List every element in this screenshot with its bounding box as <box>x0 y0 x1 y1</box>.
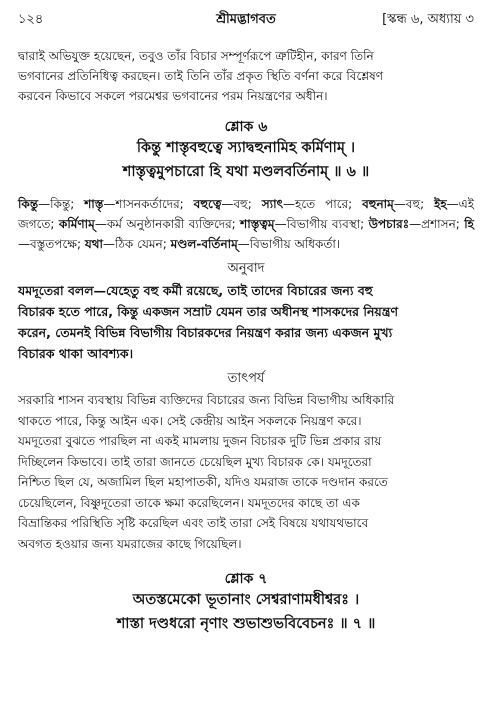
page-header <box>18 10 474 32</box>
synonym-meaning: বিভাগীয় অধিকর্তা। <box>249 237 341 251</box>
synonym-meaning: বিভাগীয় ব্যবস্থা; <box>286 217 369 231</box>
synonym-meaning: শাসনকর্তাদের; <box>115 197 194 211</box>
text-line: করেন, তেমনই বিভিন্ন বিভাগীয় বিচারকদের নিয়ন্ত্রণ করার জন্য একজন মুখ্য <box>18 325 393 340</box>
chapter-reference: [স্কন্ধ ৬, অধ্যায় ৩ <box>382 12 474 27</box>
synonym-entry: বহুত্বে—বহু; <box>193 197 262 211</box>
synonym-entry: শাস্তৃ—শাসনকর্তাদের; <box>84 197 194 211</box>
text-line: দিচ্ছিলেন কিভাবে। তাই তারা জানতে চেয়েছিল মুখ্য বিচারক কে। যমদূতেরা <box>18 454 372 469</box>
text-line: সরকারি শাসন ব্যবস্থায় বিভিন্ন ব্যক্তিদের বিচারের জন্য বিভিন্ন বিভাগীয় অধিকারি <box>18 393 395 407</box>
intro-paragraph <box>18 46 474 106</box>
synonyms-block <box>18 194 474 254</box>
synonym-entry: যথা—ঠিক যেমন; <box>84 237 171 251</box>
verse-line: কিন্তু শাস্তৃবহুত্বে স্যাদ্বহুনামিহ কর্মিণাম্ । <box>136 140 356 156</box>
synonym-word: ইহ <box>434 197 447 211</box>
synonym-word: যথা <box>84 237 104 251</box>
synonym-word: বহুত্বে <box>193 197 222 211</box>
synonym-meaning: এই জগতে; <box>18 197 475 231</box>
synonym-word: শাস্তৃ <box>84 197 104 211</box>
synonym-entry: শাস্তৃত্বম্—বিভাগীয় ব্যবস্থা; <box>240 217 369 231</box>
verse-line: শাস্তা দণ্ডধরো নৃণাং শুভাশুভবিবেচনঃ ॥ ৭ ॥ <box>116 616 376 632</box>
text-line: চেয়েছিলেন, বিষ্ণুদূতেরা তাকে ক্ষমা করেছিলেন। যমদূতদের কাছে তা এক <box>18 495 360 510</box>
synonym-word: শাস্তৃত্বম্ <box>240 217 275 231</box>
text-line: দ্বারাই অভিযুক্ত হয়েছেন, তবুও তাঁর বিচার সম্পূর্ণরূপে ত্রুটিহীন, কারণ তিনি <box>18 49 374 63</box>
synonym-entry: মণ্ডল-বর্তিনাম্—বিভাগীয় অধিকর্তা। <box>170 237 341 251</box>
verse-7-text <box>18 588 474 636</box>
page-number: ১২৪ <box>18 12 44 27</box>
purport-paragraph <box>18 390 474 554</box>
synonym-word: মণ্ডল-বর্তিনাম্ <box>170 237 238 251</box>
text-line: বিচারক হতে পারে, কিন্তু একজন সম্রাট যেমন তার অধীনস্থ শাসকদের নিয়ন্ত্রণ <box>18 304 399 319</box>
synonym-entry: ইহ—এই জগতে; <box>18 197 475 231</box>
text-line: থাকতে পারে, কিন্তু আইন এক। সেই কেন্দ্রীয় আইন সকলকে নিয়ন্ত্রণ করে। <box>18 413 362 428</box>
synonym-entry: কর্মিণাম্—কর্ম অনুষ্ঠানকারী ব্যক্তিদের; <box>58 217 241 231</box>
synonym-entry: হি—বস্তুতপক্ষে; <box>18 217 474 251</box>
synonym-meaning: প্রশাসন; <box>421 217 465 231</box>
synonym-entry: স্যাৎ—হতে পারে; <box>261 197 363 211</box>
text-line: বিভ্রান্তিকর পরিস্থিতি সৃষ্টি করেছিল এবং তাই তারা সেই বিষয়ে যথাযথভাবে <box>18 516 369 530</box>
text-line: করবেন কিভাবে সকলে পরমেশ্বর ভগবানের পরম নিয়ন্ত্রণের অধীন। <box>18 89 328 103</box>
synonym-entry: উপচারঃ—প্রশাসন; <box>368 217 465 231</box>
synonym-meaning: কিন্তু; <box>50 197 85 211</box>
synonym-word: কিন্তু <box>18 197 39 211</box>
verse-6-text <box>18 136 474 184</box>
synonym-word: উপচারঃ <box>368 217 410 231</box>
synonym-meaning: বহু; <box>405 197 435 211</box>
purport-title: তাৎপর্য <box>227 371 265 386</box>
synonym-meaning: বহু; <box>233 197 262 211</box>
book-title: শ্রীমদ্ভাগবত <box>216 12 276 27</box>
verse-7-label: শ্লোক ৭ <box>224 571 268 587</box>
synonym-word: বহুনাম্ <box>362 197 394 211</box>
synonym-entry: কিন্তু—কিন্তু; <box>18 197 85 211</box>
text-line: ভগবানের প্রতিনিধিত্ব করছেন। তাই তিনি তাঁর প্রকৃত স্থিতি বর্ণনা করে বিশ্লেষণ <box>18 69 383 83</box>
synonym-meaning: হতে পারে; <box>295 197 363 211</box>
verse-line: অতস্তমেকো ভূতানাং সেশ্বরাণামধীশ্বরঃ । <box>132 592 360 608</box>
verse-line: শাস্তৃত্বমুপচারো হি যথা মণ্ডলবর্তিনাম্ ॥ ৬ ॥ <box>122 164 370 180</box>
book-page <box>18 10 474 636</box>
text-line: যমদূতেরা বলল—যেহেতু বহু কর্মী রয়েছে, তাই তাদের বিচারের জন্য বহু <box>18 283 373 298</box>
text-line: অবগত হওয়ার জন্য যমরাজের কাছে গিয়েছিল। <box>18 536 242 551</box>
text-line: যমদূতেরা বুঝতে পারছিল না একই মামলায় দুজন বিচারক দুটি ভিন্ন প্রকার রায় <box>18 434 382 448</box>
translation-paragraph <box>18 280 474 364</box>
synonym-word: হি <box>464 217 474 231</box>
verse-6-label: শ্লোক ৬ <box>224 119 268 135</box>
text-line: বিচারক থাকা আবশ্যক। <box>18 346 134 361</box>
synonym-entry: বহুনাম্—বহু; <box>362 197 435 211</box>
synonym-meaning: কর্ম অনুষ্ঠানকারী ব্যক্তিদের; <box>106 217 241 231</box>
synonym-meaning: ঠিক যেমন; <box>115 237 171 251</box>
text-line: নিশ্চিত ছিল যে, অজামিল ছিল মহাপাতকী, যদিও যমরাজ তাকে দণ্ডদান করতে <box>18 475 388 489</box>
synonym-word: স্যাৎ <box>261 197 284 211</box>
synonym-word: কর্মিণাম্ <box>58 217 95 231</box>
synonym-meaning: বস্তুতপক্ষে; <box>30 237 85 251</box>
translation-title: অনুবাদ <box>227 261 265 276</box>
